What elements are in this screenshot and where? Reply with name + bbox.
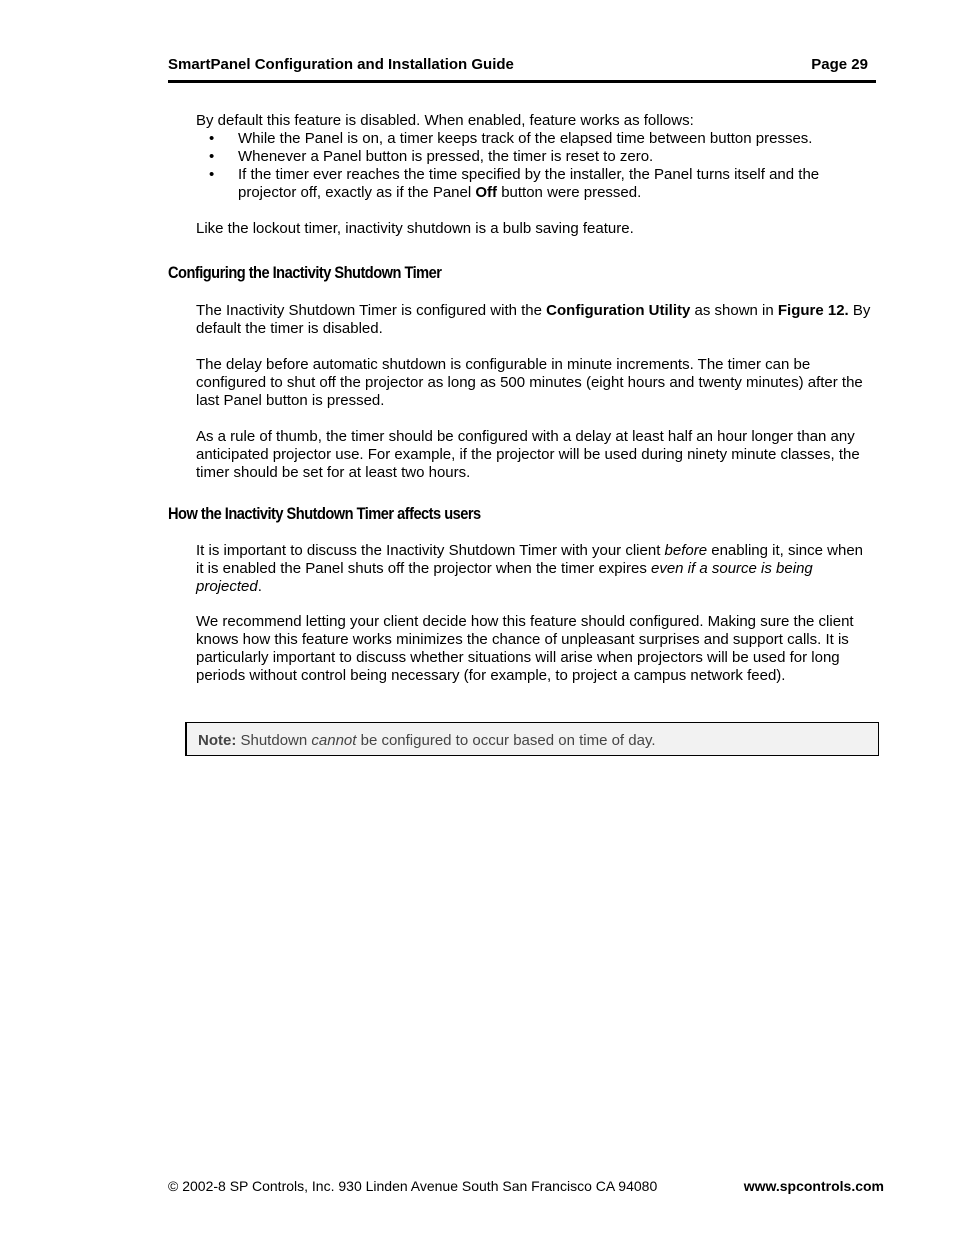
- bullet-icon: •: [209, 130, 215, 147]
- section1-block: [196, 302, 872, 482]
- intro-paragraph: By default this feature is disabled. When enabled, feature works as follows:: [196, 112, 694, 129]
- section-heading-configuring: Configuring the Inactivity Shutdown Timer: [168, 263, 442, 282]
- section2-block: [196, 542, 872, 685]
- section2-paragraph-1: It is important to discuss the Inactivity Shutdown Timer with your client before enabling it, since when it is enabled the Panel shuts off the projector when the timer expires even if a source is being projected.: [196, 542, 864, 595]
- bullet-icon: •: [209, 148, 215, 165]
- list-item: • If the timer ever reaches the time specified by the installer, the Panel turns itself and the projector off, exactly as if the Panel Off button were pressed.: [209, 166, 820, 201]
- bullet-icon: •: [209, 166, 215, 183]
- section1-paragraph-1: The Inactivity Shutdown Timer is configured with the Configuration Utility as shown in Figure 12. By default the timer is disabled.: [196, 302, 871, 337]
- feature-list: [196, 130, 872, 202]
- header-rule: [168, 80, 876, 83]
- section2-paragraph-2: We recommend letting your client decide how this feature should configured. Making sure the client knows how this feature works minimizes the chance of unpleasant surprises and support calls. It is particularly important to discuss whether situations will arise when projectors will be used for long periods without control being necessary (for example, to project a campus network feed).: [196, 613, 854, 684]
- intro-paragraph-2: Like the lockout timer, inactivity shutdown is a bulb saving feature.: [196, 220, 634, 237]
- intro-block: [196, 112, 872, 238]
- page-number: Page 29: [811, 56, 868, 73]
- note-label: Note:: [198, 732, 237, 749]
- list-item: • Whenever a Panel button is pressed, the timer is reset to zero.: [209, 148, 654, 165]
- document-title: SmartPanel Configuration and Installation Guide: [168, 56, 514, 73]
- copyright-text: © 2002-8 SP Controls, Inc. 930 Linden Avenue South San Francisco CA 94080: [168, 1178, 658, 1194]
- website-link[interactable]: www.spcontrols.com: [743, 1178, 884, 1194]
- section1-paragraph-3: As a rule of thumb, the timer should be configured with a delay at least half an hour longer than any anticipated projector use. For example, if the projector will be used during ninety minute classes, the timer should be set for at least two hours.: [196, 428, 860, 481]
- list-item: • While the Panel is on, a timer keeps track of the elapsed time between button presses.: [209, 130, 813, 147]
- note-box: Note: Shutdown cannot be configured to occur based on time of day.: [185, 722, 879, 756]
- section1-paragraph-2: The delay before automatic shutdown is configurable in minute increments. The timer can be configured to shut off the projector as long as 500 minutes (eight hours and twenty minutes) after the last Panel button is pressed.: [196, 356, 863, 409]
- section-heading-affects-users: How the Inactivity Shutdown Timer affects users: [168, 504, 481, 523]
- page-header: [168, 56, 868, 76]
